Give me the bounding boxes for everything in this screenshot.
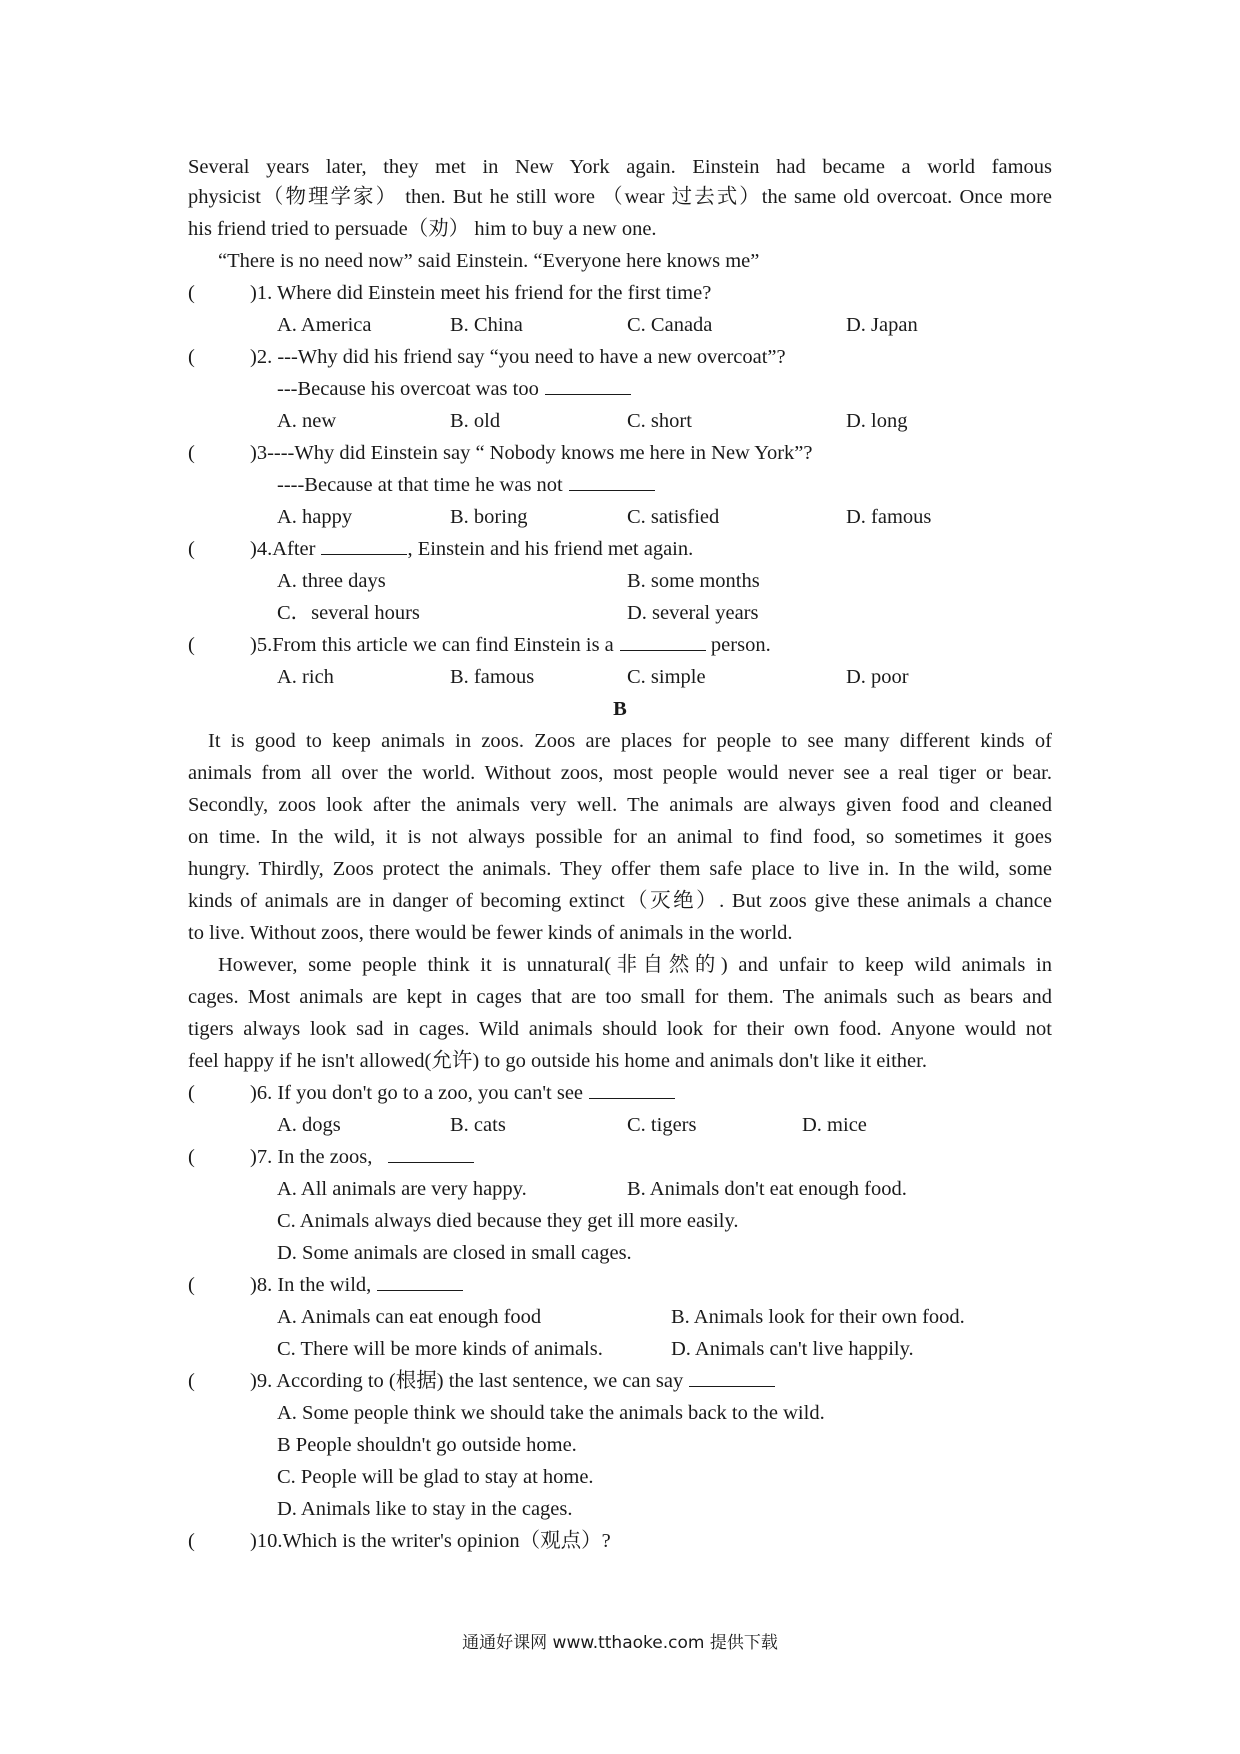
q8-option-d[interactable]: D. Animals can't live happily. <box>671 1338 914 1360</box>
passage-a-line-3: his friend tried to persuade（劝） him to buy a new one. <box>188 218 657 240</box>
question-3-stem: )3----Why did Einstein say “ Nobody knows me here in New York”? <box>250 442 813 464</box>
question-10-stem: )10.Which is the writer's opinion（观点）? <box>250 1530 611 1552</box>
q4-option-b[interactable]: B. some months <box>627 570 760 592</box>
question-8-stem <box>250 1270 463 1300</box>
answer-paren[interactable]: ( <box>188 1082 195 1104</box>
q4-option-a[interactable]: A. three days <box>277 570 386 592</box>
q8-option-b[interactable]: B. Animals look for their own food. <box>671 1306 965 1328</box>
q6-option-a[interactable]: A. dogs <box>277 1114 341 1136</box>
q7-option-c[interactable]: C. Animals always died because they get ill more easily. <box>277 1210 739 1232</box>
q3-option-c[interactable]: C. satisfied <box>627 506 720 528</box>
q6-option-c[interactable]: C. tigers <box>627 1114 697 1136</box>
answer-paren[interactable]: ( <box>188 1146 195 1168</box>
passage-b-line: to live. Without zoos, there would be fewer kinds of animals in the world. <box>188 922 793 944</box>
question-6-stem-text: )6. If you don't go to a zoo, you can't see <box>250 1082 584 1104</box>
question-9-stem-text: )9. According to (根据) the last sentence, we can say <box>250 1370 684 1392</box>
question-4-stem-pre: )4.After <box>250 538 316 560</box>
question-2-sub-text: ---Because his overcoat was too <box>277 378 539 400</box>
answer-blank[interactable] <box>689 1368 775 1387</box>
q2-option-a[interactable]: A. new <box>277 410 337 432</box>
question-5-stem-pre: )5.From this article we can find Einstein is a <box>250 634 614 656</box>
passage-b-line: hungry. Thirdly, Zoos protect the animals. They offer them safe place to live in. In the wild, some <box>188 858 1052 880</box>
answer-blank[interactable] <box>545 376 631 395</box>
q3-option-d[interactable]: D. famous <box>846 506 932 528</box>
question-4-stem <box>250 534 693 564</box>
answer-blank[interactable] <box>377 1272 463 1291</box>
passage-b-line: animals from all over the world. Without zoos, most people would never see a real tiger or bear. <box>188 762 1052 784</box>
answer-paren[interactable]: ( <box>188 634 195 656</box>
q2-option-d[interactable]: D. long <box>846 410 908 432</box>
q9-option-d[interactable]: D. Animals like to stay in the cages. <box>277 1498 573 1520</box>
section-b-title: B <box>613 698 627 720</box>
q6-option-d[interactable]: D. mice <box>802 1114 867 1136</box>
answer-paren[interactable]: ( <box>188 282 195 304</box>
answer-paren[interactable]: ( <box>188 1530 195 1552</box>
answer-blank[interactable] <box>589 1080 675 1099</box>
q2-option-c[interactable]: C. short <box>627 410 692 432</box>
q7-option-d[interactable]: D. Some animals are closed in small cages. <box>277 1242 632 1264</box>
passage-b-line: cages. Most animals are kept in cages that are too small for them. The animals such as bears and <box>188 986 1052 1008</box>
q9-option-a[interactable]: A. Some people think we should take the animals back to the wild. <box>277 1402 825 1424</box>
question-5-stem <box>250 630 771 660</box>
answer-blank[interactable] <box>569 472 655 491</box>
passage-b-line: However, some people think it is unnatural(非自然的) and unfair to keep wild animals in <box>218 954 1052 976</box>
q5-option-b[interactable]: B. famous <box>450 666 535 688</box>
passage-b-line: kinds of animals are in danger of becoming extinct（灭绝）. But zoos give these animals a chance <box>188 890 1052 912</box>
question-7-stem-text: )7. In the zoos, <box>250 1146 373 1168</box>
answer-blank[interactable] <box>620 632 706 651</box>
q1-option-a[interactable]: A. America <box>277 314 372 336</box>
answer-paren[interactable]: ( <box>188 538 195 560</box>
question-4-stem-post: , Einstein and his friend met again. <box>407 538 694 560</box>
question-6-stem <box>250 1078 675 1108</box>
q1-option-c[interactable]: C. Canada <box>627 314 713 336</box>
question-2-sub <box>277 374 631 404</box>
answer-paren[interactable]: ( <box>188 1370 195 1392</box>
question-2-stem: )2. ---Why did his friend say “you need to have a new overcoat”? <box>250 346 786 368</box>
question-5-stem-post: person. <box>705 634 771 656</box>
passage-b-line: tigers always look sad in cages. Wild animals should look for their own food. Anyone would not <box>188 1018 1052 1040</box>
answer-blank[interactable] <box>321 536 407 555</box>
q9-option-b[interactable]: B People shouldn't go outside home. <box>277 1434 577 1456</box>
q7-option-b[interactable]: B. Animals don't eat enough food. <box>627 1178 907 1200</box>
passage-a-line-4: “There is no need now” said Einstein. “Everyone here knows me” <box>218 250 760 272</box>
q3-option-b[interactable]: B. boring <box>450 506 528 528</box>
q5-option-a[interactable]: A. rich <box>277 666 334 688</box>
answer-paren[interactable]: ( <box>188 442 195 464</box>
q7-option-a[interactable]: A. All animals are very happy. <box>277 1178 527 1200</box>
passage-b-line: on time. In the wild, it is not always possible for an animal to find food, so sometimes it goes <box>188 826 1052 848</box>
q8-option-c[interactable]: C. There will be more kinds of animals. <box>277 1338 603 1360</box>
passage-a-line-1: Several years later, they met in New York again. Einstein had became a world famous <box>188 156 1052 178</box>
q1-option-b[interactable]: B. China <box>450 314 523 336</box>
q9-option-c[interactable]: C. People will be glad to stay at home. <box>277 1466 594 1488</box>
question-3-sub-text: ----Because at that time he was not <box>277 474 563 496</box>
passage-b-line: It is good to keep animals in zoos. Zoos are places for people to see many different kinds of <box>208 730 1052 752</box>
q5-option-c[interactable]: C. simple <box>627 666 706 688</box>
q2-option-b[interactable]: B. old <box>450 410 501 432</box>
question-3-sub <box>277 470 655 500</box>
answer-blank[interactable] <box>388 1144 474 1163</box>
passage-b-line: feel happy if he isn't allowed(允许) to go outside his home and animals don't like it either. <box>188 1050 927 1072</box>
q3-option-a[interactable]: A. happy <box>277 506 353 528</box>
q1-option-d[interactable]: D. Japan <box>846 314 918 336</box>
passage-b-line: Secondly, zoos look after the animals very well. The animals are always given food and cleaned <box>188 794 1052 816</box>
page-footer: 通通好课网 www.tthaoke.com 提供下载 <box>462 1633 778 1653</box>
answer-paren[interactable]: ( <box>188 346 195 368</box>
question-7-stem <box>250 1142 474 1172</box>
answer-paren[interactable]: ( <box>188 1274 195 1296</box>
q6-option-b[interactable]: B. cats <box>450 1114 506 1136</box>
question-1-stem: )1. Where did Einstein meet his friend for the first time? <box>250 282 712 304</box>
q5-option-d[interactable]: D. poor <box>846 666 909 688</box>
question-9-stem <box>250 1366 775 1396</box>
q4-option-c[interactable]: C．several hours <box>277 602 420 624</box>
passage-a-line-2: physicist（物理学家） then. But he still wore （wear 过去式）the same old overcoat. Once more <box>188 186 1052 208</box>
q8-option-a[interactable]: A. Animals can eat enough food <box>277 1306 542 1328</box>
q4-option-d[interactable]: D. several years <box>627 602 759 624</box>
question-8-stem-text: )8. In the wild, <box>250 1274 372 1296</box>
